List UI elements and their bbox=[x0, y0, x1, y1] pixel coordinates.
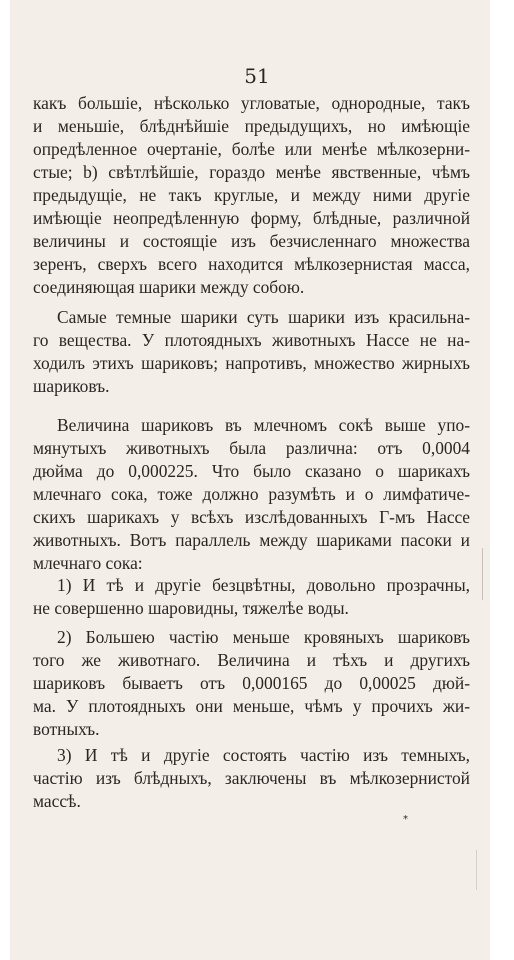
paragraph-6 bbox=[33, 744, 470, 813]
text-line: Самые темные шарики суть шарики изъ красильна- bbox=[57, 307, 470, 327]
text-line: вотныхъ. bbox=[33, 719, 100, 739]
paragraph-4 bbox=[33, 574, 470, 620]
text-line: того же животнаго. Величина и тѣхъ и другихъ bbox=[33, 650, 470, 670]
paragraph-3 bbox=[33, 414, 470, 575]
footer-star-mark: * bbox=[403, 814, 408, 825]
text-line: опредѣленное очертаніе, болѣе или менѣе мѣлкозерни- bbox=[33, 139, 470, 159]
page-edge-mark bbox=[476, 850, 477, 890]
text-line: предыдущіе, не такъ круглые, и между ними другіе bbox=[33, 185, 470, 205]
text-line: мянутыхъ животныхъ была различна: отъ 0,0004 bbox=[33, 438, 470, 458]
text-line: имѣющіе неопредѣленную форму, блѣдные, различной bbox=[33, 208, 470, 228]
text-line: млечнаго сока: bbox=[33, 553, 143, 573]
text-line: шариковъ бываетъ отъ 0,000165 до 0,00025 дюй- bbox=[33, 673, 470, 693]
paragraph-2 bbox=[33, 306, 470, 398]
text-line: соединяющая шарики между собою. bbox=[33, 277, 305, 297]
text-line: животныхъ. Вотъ параллель между шариками пасоки и bbox=[33, 530, 470, 550]
text-line: не совершенно шаровидны, тяжелѣе воды. bbox=[33, 598, 349, 618]
text-line: 2) Большею частію меньше кровяныхъ шариковъ bbox=[57, 627, 470, 647]
text-line: Величина шариковъ въ млечномъ сокѣ выше упо- bbox=[57, 415, 470, 435]
text-line: частію изъ блѣдныхъ, заключены въ мѣлкозернистой bbox=[33, 768, 470, 788]
text-line: какъ большіе, нѣсколько угловатые, однородные, такъ bbox=[33, 93, 470, 113]
paragraph-1 bbox=[33, 92, 470, 299]
text-line: стые; b) свѣтлѣйшіе, гораздо менѣе явственные, чѣмъ bbox=[33, 162, 470, 182]
page-number: 51 bbox=[244, 64, 270, 88]
text-line: и меньшіе, блѣднѣйшіе предыдущихъ, но имѣющіе bbox=[33, 116, 470, 136]
text-line: скихъ шарикахъ у всѣхъ изслѣдованныхъ Г-мъ Hacce bbox=[33, 507, 470, 527]
text-line: массѣ. bbox=[33, 791, 81, 811]
text-line: го вещества. У плотоядныхъ животныхъ Hacce не на- bbox=[33, 330, 470, 350]
text-line: 1) И тѣ и другіе безцвѣтны, довольно прозрачны, bbox=[57, 575, 470, 595]
text-line: дюйма до 0,000225. Что было сказано о шарикахъ bbox=[33, 461, 470, 481]
text-line: ходилъ этихъ шариковъ; напротивъ, множество жирныхъ bbox=[33, 353, 470, 373]
page-edge-mark bbox=[482, 548, 483, 600]
paragraph-5 bbox=[33, 626, 470, 741]
text-line: зеренъ, сверхъ всего находится мѣлкозернистая масса, bbox=[33, 254, 470, 274]
text-line: 3) И тѣ и другіе состоять частію изъ темныхъ, bbox=[57, 745, 470, 765]
text-line: млечнаго сока, тоже должно разумѣть и о лимфатиче- bbox=[33, 484, 470, 504]
text-line: шариковъ. bbox=[33, 376, 110, 396]
text-line: ма. У плотоядныхъ они меньше, чѣмъ у прочихъ жи- bbox=[33, 696, 470, 716]
text-line: величины и состоящіе изъ безчисленнаго множества bbox=[33, 231, 470, 251]
